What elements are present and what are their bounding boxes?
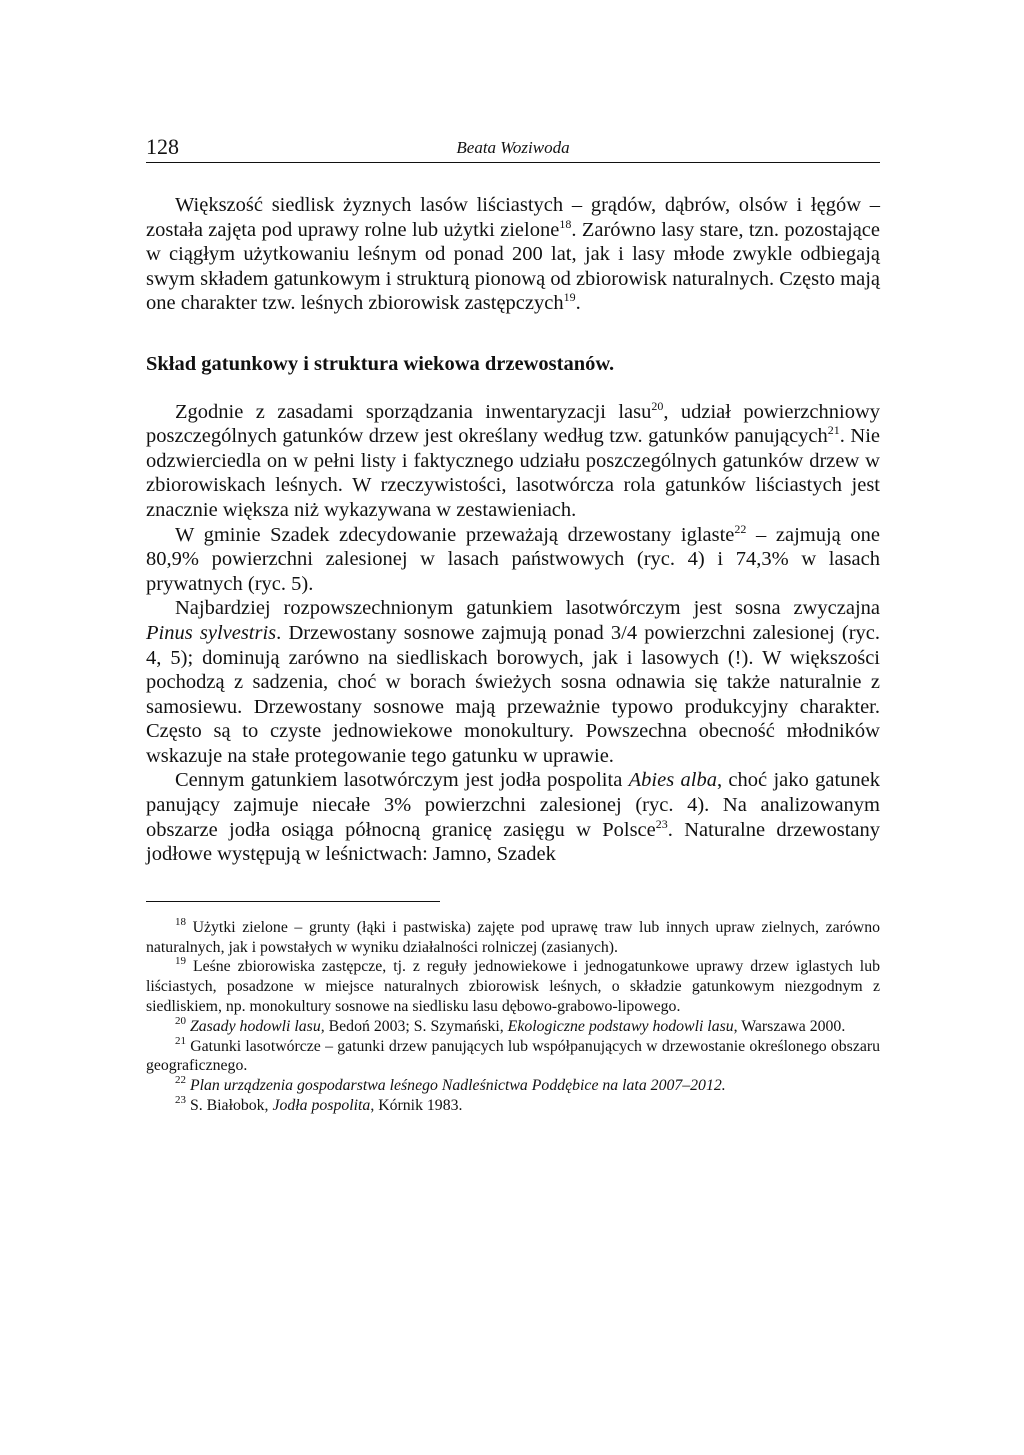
text-run: . Nie odzwierciedla on w pełni listy i faktycznego udziału poszczególnych gatunków drzew w zbiorowiskach leśnych. W rzeczywistości, lasotwórcza rola gatunków liściastych jest znacznie większa niż wykazywana w zestawieniach.	[146, 425, 880, 521]
footnote-ref: 20	[651, 398, 664, 413]
footnote-ref: 22	[734, 521, 747, 536]
footnote-number: 18	[175, 915, 186, 928]
text-run: . Zarówno lasy stare, tzn. pozostające w ciągłym użytkowaniu leśnym od ponad 200 lat, jak i lasy młode zwykle odbiegają swym składem gatunkowym i strukturą pionową od zbiorowisk naturalnych. Często mają one charakter tzw. leśnych zbiorowisk zastępczych	[146, 218, 880, 315]
page-header	[146, 128, 880, 163]
body-text	[146, 193, 880, 867]
footnote-text: , Warszawa 2000.	[733, 1017, 846, 1035]
footnote-ref: 21	[827, 423, 840, 438]
footnote-text: Gatunki lasotwórcze – gatunki drzew panujących lub współpanujących w drzewostanie określonego obszaru geograficznego.	[146, 1037, 880, 1075]
paragraph	[146, 596, 880, 768]
text-run: , udział powierzchniowy poszczególnych gatunków drzew jest określany według tzw. gatunków panujących	[146, 400, 880, 448]
footnote	[146, 915, 880, 958]
footnote-ref: 19	[563, 290, 576, 305]
text-run: . Naturalne drzewostany jodłowe występują w leśnictwach: Jamno, Szadek	[146, 818, 881, 866]
document-page	[146, 128, 880, 1116]
paragraph	[146, 523, 880, 597]
species-name: Pinus sylvestris	[146, 621, 277, 644]
text-run: Zgodnie z zasadami sporządzania inwentaryzacji lasu	[175, 400, 652, 423]
footnote-number: 22	[175, 1074, 186, 1087]
paragraph	[146, 400, 880, 523]
page-number: 128	[146, 134, 179, 159]
footnote	[146, 1014, 880, 1037]
footnotes	[146, 915, 880, 1116]
section-heading: Skład gatunkowy i struktura wiekowa drzewostanów.	[146, 352, 615, 375]
text-run: , choć jako gatunek panujący zajmuje niecałe 3% powierzchni zalesionej (ryc. 4). Na analizowanym obszarze jodła osiąga północną granicę zasięgu w Polsce	[146, 769, 880, 841]
footnote-ref: 23	[655, 816, 668, 831]
footnote	[146, 957, 880, 1016]
text-run: W gminie Szadek zdecydowanie przeważają drzewostany iglaste	[175, 523, 735, 546]
footnote	[146, 1096, 880, 1116]
text-run: Najbardziej rozpowszechnionym gatunkiem lasotwórczym jest sosna zwyczajna	[175, 597, 880, 620]
text-run: .	[575, 292, 581, 315]
footnote-number: 21	[175, 1034, 186, 1047]
footnote-text: S. Białobok,	[186, 1097, 273, 1115]
footnote-title: Zasady hodowli lasu,	[189, 1017, 325, 1035]
footnote-text: Bedoń 2003; S. Szymański,	[324, 1017, 508, 1035]
footnote-number: 23	[175, 1094, 186, 1107]
footnote-ref: 18	[559, 216, 572, 231]
footnote-text: , Kórnik 1983.	[370, 1097, 463, 1115]
footnote	[146, 1034, 880, 1077]
footnote-number: 19	[175, 955, 186, 968]
footnote-title: Plan urządzenia gospodarstwa leśnego Nadleśnictwa Poddębice na lata 2007–2012.	[189, 1077, 726, 1095]
text-run: Cennym gatunkiem lasotwórczym jest jodła pospolita	[175, 769, 629, 792]
paragraph	[146, 193, 880, 316]
text-run: Większość siedlisk żyznych lasów liściastych – grądów, dąbrów, olsów i łęgów – została zajęta pod uprawy rolne lub użytki zielone	[146, 194, 880, 241]
footnote-number: 20	[175, 1014, 186, 1027]
footnote-text: Użytki zielone – grunty (łąki i pastwiska) zajęte pod uprawę traw lub innych upraw zielnych, zarówno naturalnych, jak i powstałych w wyniku działalności rolniczej (zasianych).	[146, 918, 880, 956]
footnote	[146, 1076, 880, 1096]
running-head: Beata Woziwoda	[456, 138, 570, 157]
footnote-text: Leśne zbiorowiska zastępcze, tj. z reguły jednowiekowe i jednogatunkowe uprawy drzew iglastych lub liściastych, posadzone w miejsce naturalnych zbiorowisk leśnych, o składzie gatunkowym niezgodnym z siedliskiem, np. monokultury sosnowe na siedlisku lasu dębowo-grabowo-lipowego.	[146, 958, 880, 1016]
text-run: . Drzewostany sosnowe zajmują ponad 3/4 powierzchni zalesionej (ryc. 4, 5); dominują zarówno na siedliskach borowych, jak i lasowych (!). W większości pochodzą z sadzenia, choć w borach świeżych sosna odnawia się także naturalnie z samosiewu. Drzewostany sosnowe mają przeważnie typowo produkcyjny charakter. Często są to czyste jednowiekowe monokultury. Powszechna obecność młodników wskazuje na stałe protegowanie tego gatunku w uprawie.	[146, 621, 880, 767]
footnote-separator	[146, 901, 440, 902]
footnote-title: Jodła pospolita	[272, 1097, 371, 1115]
paragraph	[146, 768, 880, 866]
text-run: – zajmują one 80,9% powierzchni zalesionej w lasach państwowych (ryc. 4) i 74,3% w lasach prywatnych (ryc. 5).	[146, 523, 880, 595]
footnote-title: Ekologiczne podstawy hodowli lasu	[507, 1017, 734, 1035]
species-name: Abies alba	[628, 769, 717, 792]
